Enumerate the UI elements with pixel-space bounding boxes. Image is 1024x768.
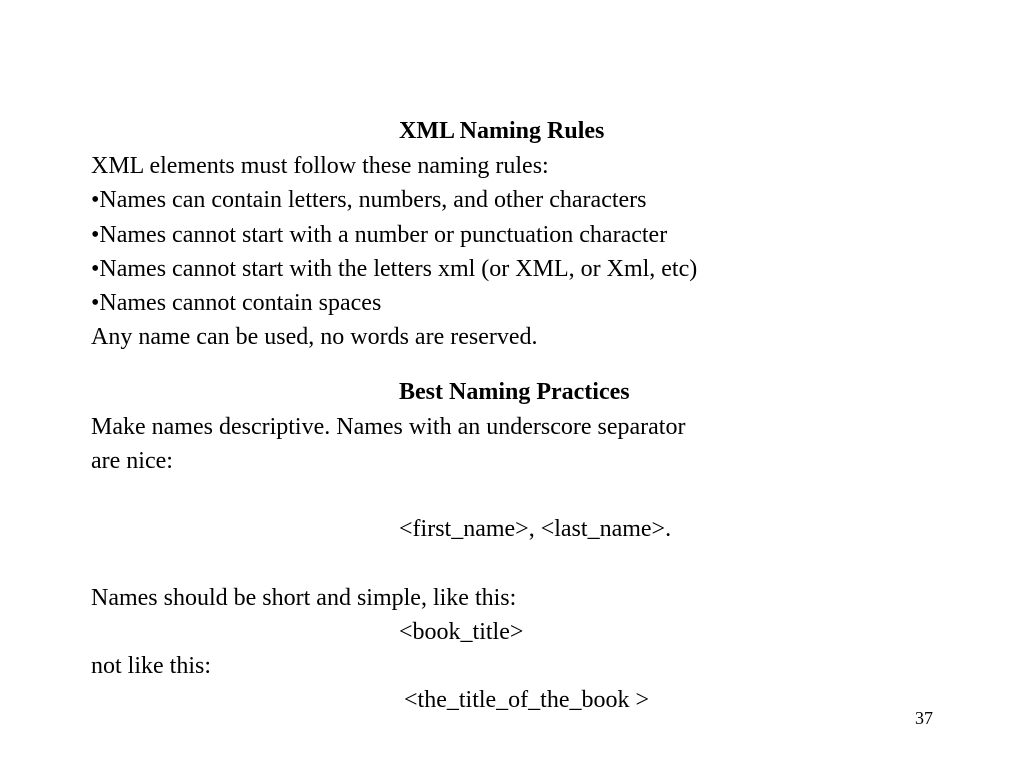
rule-item: •Names cannot start with the letters xml (or XML, or Xml, etc) [91,256,698,282]
rule-item: •Names cannot start with a number or punctuation character [91,222,668,248]
example-tag-line: <book_title> [399,619,524,645]
rules-closing: Any name can be used, no words are reserved. [91,324,538,350]
practice-paragraph-line: not like this: [91,653,211,679]
example-tag-line: <the_title_of_the_book > [404,687,650,713]
practice-paragraph-line: are nice: [91,448,173,474]
section-heading-naming-rules: XML Naming Rules [399,118,605,144]
rule-item: •Names can contain letters, numbers, and other characters [91,187,647,213]
practice-paragraph-line: Names should be short and simple, like this: [91,585,517,611]
practice-paragraph-line: Make names descriptive. Names with an underscore separator [91,414,686,440]
rules-intro: XML elements must follow these naming rules: [91,153,549,179]
rule-item: •Names cannot contain spaces [91,290,382,316]
page-number: 37 [915,708,933,728]
section-heading-best-practices: Best Naming Practices [399,379,630,405]
example-tag-line: <first_name>, <last_name>. [399,516,672,542]
